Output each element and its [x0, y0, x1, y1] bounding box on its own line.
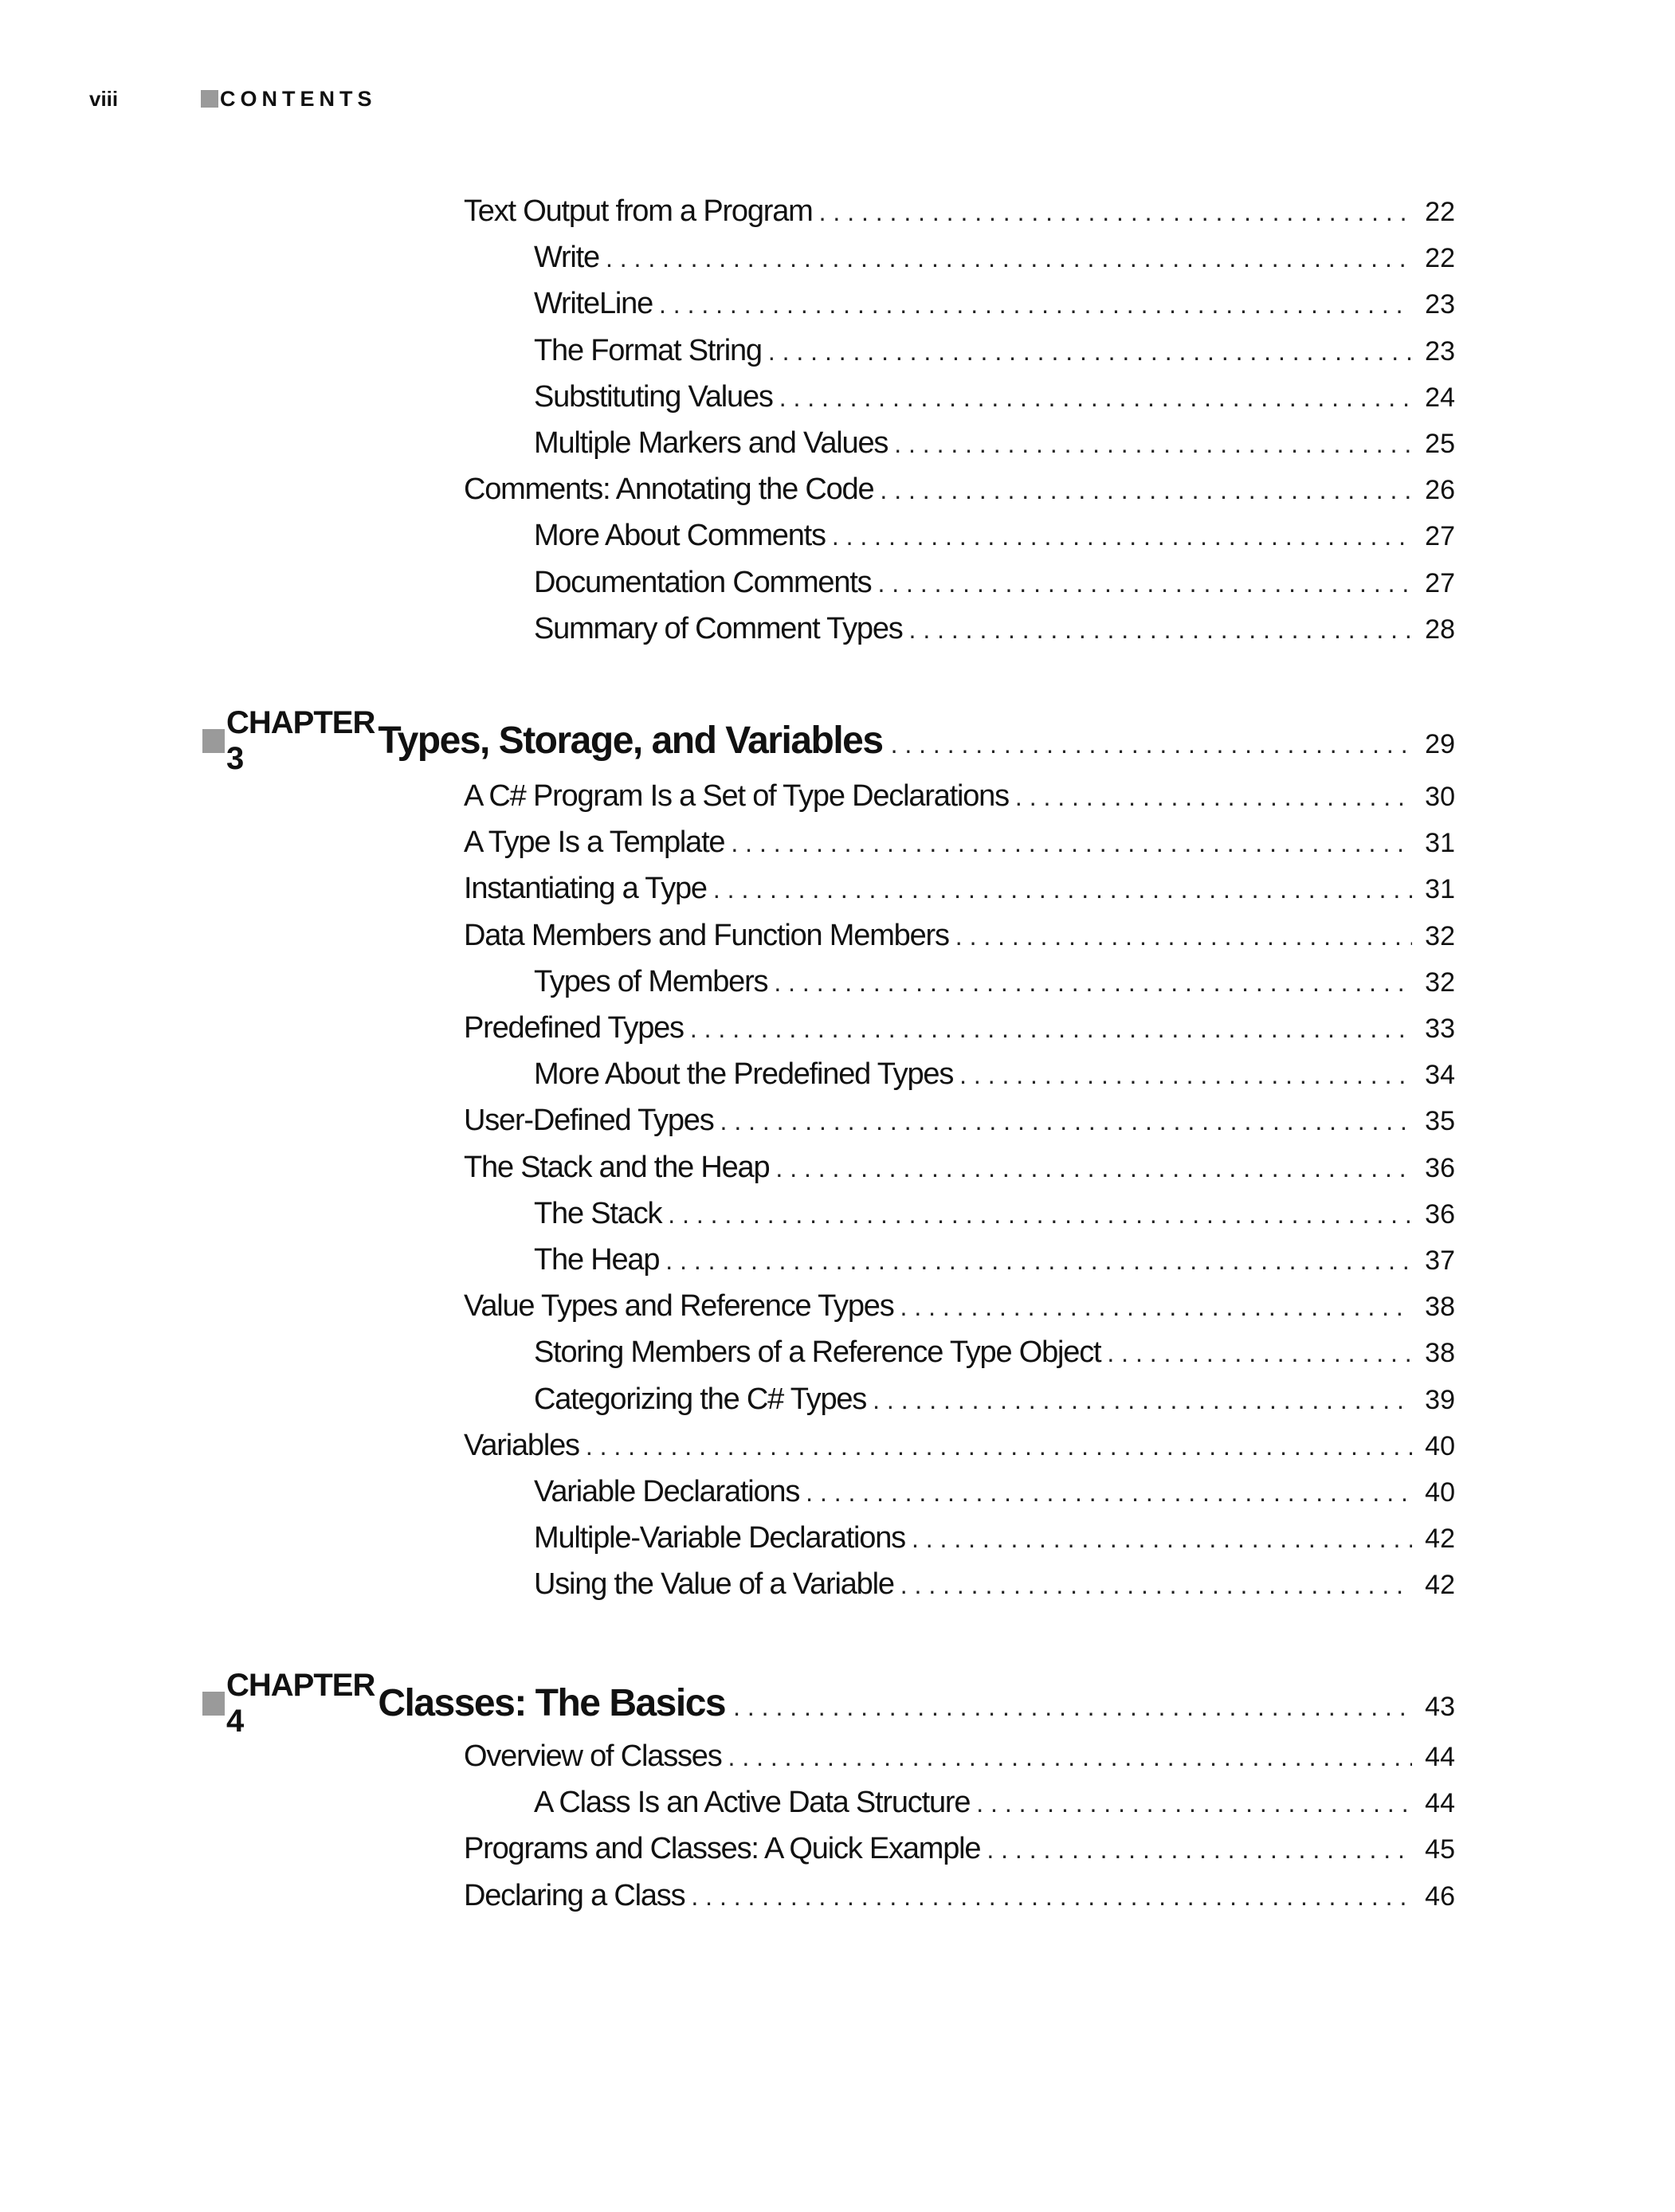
- dot-leader: [877, 569, 1412, 598]
- dot-leader: [880, 476, 1412, 505]
- toc-entry-page: 32: [1425, 967, 1455, 998]
- dot-leader: [976, 1789, 1412, 1818]
- toc-entry-page: 36: [1425, 1152, 1455, 1183]
- dot-leader: [775, 1154, 1412, 1183]
- running-head-label: CONTENTS: [220, 86, 377, 111]
- toc-entry-page: 37: [1425, 1245, 1455, 1276]
- dot-leader: [665, 1246, 1412, 1276]
- dot-leader: [1015, 782, 1412, 812]
- toc-entry-page: 39: [1425, 1384, 1455, 1415]
- toc-entry-title: The Heap: [534, 1243, 660, 1277]
- toc-entry-page: 44: [1425, 1788, 1455, 1819]
- toc-entry-title: WriteLine: [534, 287, 653, 321]
- toc-entry[interactable]: [534, 612, 1455, 658]
- toc-entry-title: Variable Declarations: [534, 1475, 800, 1508]
- toc-entry-title: More About the Predefined Types: [534, 1057, 954, 1092]
- toc-entry-title: Programs and Classes: A Quick Example: [464, 1832, 981, 1866]
- chapter-3-page: 29: [1425, 729, 1455, 759]
- dot-leader: [713, 875, 1412, 904]
- toc-entry-page: 24: [1425, 382, 1455, 413]
- toc-entry-title: Categorizing the C# Types: [534, 1382, 867, 1416]
- toc-entry-title: Declaring a Class: [464, 1878, 685, 1912]
- toc-entry-page: 30: [1425, 782, 1455, 812]
- dot-leader: [690, 1014, 1412, 1044]
- dot-leader: [733, 1692, 1412, 1722]
- toc-entry-title: The Stack and the Heap: [464, 1150, 770, 1184]
- toc-entry-title: Substituting Values: [534, 379, 773, 414]
- toc-entry-title: The Format String: [534, 333, 762, 367]
- toc-entry[interactable]: [534, 380, 1455, 426]
- toc-entry-page: 27: [1425, 521, 1455, 552]
- toc-entry-title: Summary of Comment Types: [534, 611, 903, 645]
- chapter-3-heading[interactable]: [202, 705, 1455, 776]
- page-number: viii: [89, 86, 119, 111]
- dot-leader: [959, 1061, 1412, 1090]
- dot-leader: [779, 383, 1412, 413]
- toc-entry-title: Multiple-Variable Declarations: [534, 1521, 905, 1555]
- square-bullet-icon: [201, 90, 218, 108]
- toc-entry[interactable]: [534, 426, 1455, 473]
- toc-entry-page: 42: [1425, 1524, 1455, 1555]
- toc-entry[interactable]: [464, 1289, 1455, 1335]
- dot-leader: [955, 922, 1412, 951]
- dot-leader: [806, 1478, 1412, 1508]
- dot-leader: [832, 522, 1412, 551]
- toc-entry[interactable]: [534, 566, 1455, 612]
- toc-entry[interactable]: [534, 1197, 1455, 1243]
- square-bullet-icon: [202, 729, 225, 753]
- toc-entry-title: Value Types and Reference Types: [464, 1289, 894, 1324]
- toc-entry-page: 31: [1425, 874, 1455, 905]
- toc-entry-title: Text Output from a Program: [464, 194, 813, 228]
- chapter-4-label: [202, 1668, 378, 1739]
- toc-entry[interactable]: [464, 1151, 1455, 1197]
- toc-entry-page: 27: [1425, 567, 1455, 598]
- toc-entry[interactable]: [464, 779, 1455, 826]
- toc-entry-page: 25: [1425, 429, 1455, 459]
- toc-entry-page: 31: [1425, 828, 1455, 859]
- dot-leader: [768, 337, 1412, 367]
- dot-leader: [691, 1882, 1412, 1912]
- toc-entry-title: Overview of Classes: [464, 1739, 722, 1773]
- dot-leader: [900, 1292, 1412, 1322]
- toc-entry-title: Multiple Markers and Values: [534, 426, 888, 460]
- toc-entry-title: Variables: [464, 1428, 579, 1462]
- toc-entry-page: 42: [1425, 1570, 1455, 1601]
- toc-entry[interactable]: [534, 1786, 1455, 1832]
- toc-entry[interactable]: [534, 1521, 1455, 1567]
- dot-leader: [873, 1386, 1412, 1415]
- toc-entry-page: 34: [1425, 1060, 1455, 1091]
- toc-entry[interactable]: [534, 965, 1455, 1011]
- toc-entry-page: 35: [1425, 1106, 1455, 1137]
- toc-entry[interactable]: [464, 1104, 1455, 1150]
- toc-entry-page: 36: [1425, 1198, 1455, 1230]
- toc-entry-title: Predefined Types: [464, 1011, 684, 1045]
- toc-entry-page: 23: [1425, 289, 1455, 320]
- toc-entry-page: 40: [1425, 1477, 1455, 1508]
- dot-leader: [891, 730, 1412, 759]
- toc-entry[interactable]: [534, 241, 1455, 287]
- toc-entry-title: Data Members and Function Members: [464, 918, 949, 952]
- toc-entry-page: 33: [1425, 1014, 1455, 1044]
- dot-leader: [987, 1835, 1412, 1865]
- toc-entry-title: Comments: Annotating the Code: [464, 473, 874, 507]
- toc-entry[interactable]: [464, 1739, 1455, 1786]
- toc-entry-page: 38: [1425, 1292, 1455, 1323]
- dot-leader: [731, 829, 1412, 858]
- toc-entry-title: A C# Program Is a Set of Type Declarations: [464, 779, 1009, 813]
- toc-entry-page: 46: [1425, 1881, 1455, 1912]
- dot-leader: [720, 1107, 1412, 1136]
- toc-entry[interactable]: [534, 1335, 1455, 1382]
- toc-entry-title: Instantiating a Type: [464, 872, 707, 906]
- dot-leader: [728, 1743, 1412, 1772]
- chapter-4-title: Classes: The Basics: [378, 1682, 726, 1724]
- toc-entry-title: User-Defined Types: [464, 1104, 714, 1138]
- toc-entry-page: 32: [1425, 920, 1455, 951]
- toc-entry[interactable]: [534, 1567, 1455, 1614]
- dot-leader: [1107, 1339, 1412, 1368]
- square-bullet-icon: [202, 1692, 225, 1716]
- toc-entry-page: 44: [1425, 1742, 1455, 1772]
- chapter-4-page: 43: [1425, 1692, 1455, 1722]
- dot-leader: [900, 1571, 1412, 1600]
- dot-leader: [819, 198, 1412, 227]
- toc-entry-title: A Type Is a Template: [464, 826, 725, 860]
- toc-entry-page: 23: [1425, 335, 1455, 367]
- toc-entry[interactable]: [534, 519, 1455, 565]
- toc-entry-page: 26: [1425, 475, 1455, 506]
- toc-entry[interactable]: [534, 334, 1455, 380]
- toc-entry[interactable]: [534, 1057, 1455, 1104]
- toc-entry[interactable]: [464, 872, 1455, 918]
- toc-entry[interactable]: [464, 919, 1455, 965]
- toc-entry[interactable]: [534, 1243, 1455, 1289]
- toc-entry[interactable]: [534, 1382, 1455, 1429]
- toc-entry-page: 22: [1425, 197, 1455, 227]
- toc-entry-title: Storing Members of a Reference Type Object: [534, 1335, 1101, 1370]
- toc-entry-title: Types of Members: [534, 964, 768, 998]
- dot-leader: [606, 244, 1412, 273]
- toc-entry-page: 40: [1425, 1430, 1455, 1461]
- toc-entry-title: Documentation Comments: [534, 565, 872, 599]
- dot-leader: [586, 1432, 1412, 1461]
- toc-entry-title: Using the Value of a Variable: [534, 1567, 894, 1602]
- chapter-3-label: [202, 705, 378, 777]
- toc-entry[interactable]: [464, 1429, 1455, 1475]
- toc-entry[interactable]: [464, 1879, 1455, 1925]
- chapter-number: CHAPTER 4: [226, 1668, 375, 1739]
- dot-leader: [894, 429, 1412, 459]
- chapter-3-title: Types, Storage, and Variables: [378, 720, 883, 762]
- toc-entry-page: 28: [1425, 614, 1455, 645]
- toc-entry[interactable]: [534, 287, 1455, 333]
- toc-entry[interactable]: [534, 1475, 1455, 1521]
- dot-leader: [909, 615, 1412, 645]
- toc-entry-title: Write: [534, 241, 599, 275]
- running-head: [89, 83, 377, 115]
- dot-leader: [912, 1524, 1412, 1554]
- toc-entry[interactable]: [464, 473, 1455, 519]
- toc-entry-title: A Class Is an Active Data Structure: [534, 1786, 971, 1820]
- toc-entry[interactable]: [464, 826, 1455, 872]
- chapter-4-heading[interactable]: [202, 1668, 1455, 1739]
- dot-leader: [659, 290, 1412, 320]
- chapter-number: CHAPTER 3: [226, 705, 375, 776]
- toc-entry[interactable]: [464, 194, 1455, 241]
- toc-entry-page: 38: [1425, 1338, 1455, 1369]
- toc-entry[interactable]: [464, 1011, 1455, 1057]
- toc-entry-page: 22: [1425, 243, 1455, 274]
- toc-entry-page: 45: [1425, 1834, 1455, 1865]
- dot-leader: [774, 968, 1412, 998]
- toc-entry-title: More About Comments: [534, 519, 826, 553]
- toc-entry[interactable]: [464, 1832, 1455, 1878]
- dot-leader: [668, 1200, 1412, 1230]
- toc-entry-title: The Stack: [534, 1196, 662, 1230]
